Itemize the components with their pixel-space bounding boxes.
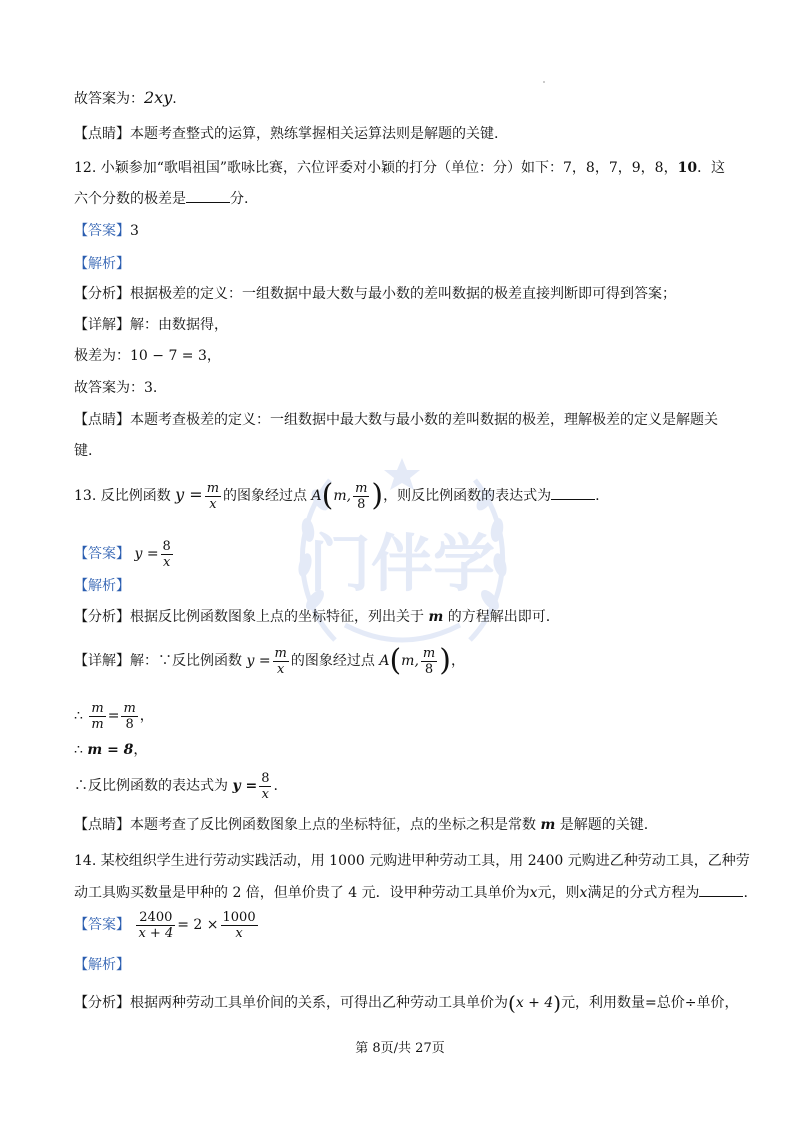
fenxi-text-end: 的方程解出即可. <box>447 609 551 625</box>
fraction-m-over-x <box>273 646 289 677</box>
answer-tag: 【答案】 <box>74 546 130 562</box>
fenxi-tag: 【分析】 <box>74 995 130 1011</box>
fraction-1000-over-x <box>221 910 258 941</box>
fraction-m-over-x <box>205 481 221 512</box>
question-14-line-1: 14. 某校组织学生进行劳动实践活动，用 1000 元购进甲种劳动工具，用 2400 元购进乙种劳动工具，乙种劳 <box>74 853 750 869</box>
watermark-text: 门伴学 <box>308 527 496 600</box>
expr-x-plus-4: x + 4 <box>515 995 554 1011</box>
denominator: x <box>205 496 221 512</box>
question-12-line-2 <box>74 188 726 209</box>
jiexi-tag: 【解析】 <box>74 256 130 272</box>
dianjing-text: 本题考查了反比例函数图象上点的坐标特征，点的坐标之积是常数 <box>130 817 536 833</box>
comma: ， <box>450 653 465 669</box>
q12-dianjing-2: 键. <box>74 443 93 459</box>
numerator: 1000 <box>222 909 256 925</box>
denominator: x <box>273 661 289 677</box>
answer-prefix: 故答案为： <box>74 91 144 107</box>
fraction-8-over-x <box>259 771 271 802</box>
xiangjie-text-mid: 的图象经过点 <box>290 653 375 669</box>
answer-tag: 【答案】 <box>74 917 130 933</box>
fenxi-text: 根据反比例函数图象上点的坐标特征，列出关于 <box>130 609 424 625</box>
xiangjie-text: 解：由数据得， <box>130 317 228 333</box>
fraction-m-over-m <box>89 701 105 732</box>
fraction-m-over-8 <box>353 481 369 512</box>
therefore-symbol: ∴ <box>74 708 83 724</box>
fenxi-tag: 【分析】 <box>74 609 130 625</box>
q14-text-mid: 元，则 <box>537 885 580 901</box>
equals: = <box>107 708 120 724</box>
q13-answer <box>74 537 726 571</box>
q12-text: 12. 小颖参加“歌唱祖国”歌咏比赛，六位评委对小颖的打分（单位：分）如下：7，8，7，9，8， <box>74 160 678 176</box>
dianjing-tag: 【点睛】 <box>74 412 130 428</box>
answer-line-2xy <box>74 88 726 109</box>
question-14-line-2 <box>74 882 748 903</box>
jiexi-tag: 【解析】 <box>74 957 130 973</box>
m-equals-8: m = 8 <box>87 742 134 758</box>
denominator: 8 <box>121 716 137 732</box>
numerator: m <box>274 645 287 661</box>
final-prefix: ∴反比例函数的表达式为 <box>74 778 228 794</box>
var-x: x <box>579 885 588 901</box>
denominator: x <box>221 925 258 941</box>
point-A: A <box>311 488 322 504</box>
left-paren: ( <box>321 478 334 513</box>
q14-fenxi <box>74 988 739 1018</box>
numerator: m <box>355 480 368 496</box>
q14-answer <box>74 906 726 944</box>
q12-score-10: 10 <box>677 160 698 176</box>
answer-tag: 【答案】 <box>74 223 130 239</box>
point-A: A <box>379 653 390 669</box>
jiexi-tag: 【解析】 <box>74 578 130 594</box>
comma: ， <box>206 348 221 364</box>
fenxi-text: 根据极差的定义：一组数据中最大数与最小数的差叫数据的极差直接判断即可得到答案； <box>130 286 676 302</box>
var-x: x <box>529 885 538 901</box>
fraction-8-over-x <box>161 539 173 570</box>
q12-fenxi <box>74 284 726 304</box>
q12-dianjing-1 <box>74 410 726 430</box>
y-equals: y = <box>246 653 271 669</box>
question-12-line-1 <box>74 158 726 178</box>
q13-text-mid: 的图象经过点 <box>223 488 308 504</box>
period: . <box>595 488 600 504</box>
numerator: m <box>206 480 220 496</box>
denominator: 8 <box>421 661 437 677</box>
q13-step-3 <box>74 768 726 804</box>
right-paren: ) <box>371 478 384 513</box>
q12-unit: 分. <box>230 191 249 207</box>
q13-fenxi <box>74 607 726 627</box>
coord-m: m, <box>401 653 419 669</box>
answer-blank <box>699 882 743 897</box>
y-equals: y = <box>232 778 258 794</box>
coord-m: m, <box>333 488 352 504</box>
xiangjie-tag: 【详解】 <box>74 317 130 333</box>
denominator: 8 <box>353 496 369 512</box>
q14-text-end: 满足的分式方程为 <box>587 885 700 901</box>
numerator: 2400 <box>139 909 173 925</box>
answer-2xy: 2xy <box>144 88 173 107</box>
denominator: x <box>161 554 173 570</box>
xiangjie-text: 解：∵反比例函数 <box>130 653 242 669</box>
denominator: x + 4 <box>138 925 174 941</box>
left-paren: ( <box>389 643 402 678</box>
right-paren: ) <box>439 643 451 678</box>
answer-blank <box>551 485 595 500</box>
range-prefix: 极差为： <box>74 348 130 364</box>
answer-blank <box>186 188 230 203</box>
y-equals: y = <box>134 546 159 562</box>
denominator: m <box>91 716 104 732</box>
q13-xiangjie <box>74 643 726 679</box>
q12-text-end: ．这 <box>697 160 726 176</box>
q13-text: 13. 反比例函数 <box>74 488 171 504</box>
q12-answer-line: 故答案为：3. <box>74 380 158 396</box>
numerator: m <box>123 700 136 716</box>
var-m: m <box>428 609 444 625</box>
q13-text-end: ，则反比例函数的表达式为 <box>383 488 552 504</box>
dianjing-text-end: 是解题的关键. <box>559 817 649 833</box>
fenxi-tag: 【分析】 <box>74 286 130 302</box>
numerator: 8 <box>162 538 171 554</box>
xiangjie-tag: 【详解】 <box>74 653 130 669</box>
dianjing-tag: 【点睛】 <box>74 817 130 833</box>
therefore-symbol: ∴ <box>74 742 83 758</box>
period: . <box>172 91 177 107</box>
q14-text: 动工具购买数量是甲种的 2 倍，但单价贵了 4 元．设甲种劳动工具单价为 <box>74 885 530 901</box>
period: . <box>743 885 748 901</box>
fraction-2400-over-x-plus-4 <box>136 910 175 941</box>
period: . <box>273 778 278 794</box>
q13-dianjing <box>74 815 726 835</box>
numerator: 8 <box>261 770 270 786</box>
q12-xiangjie <box>74 315 726 335</box>
denominator: x <box>259 786 271 802</box>
comma: ， <box>133 742 148 758</box>
fenxi-text-end: 元，利用数量=总价÷单价， <box>561 995 739 1011</box>
q13-step-1 <box>74 699 726 733</box>
speck <box>543 81 545 83</box>
question-13 <box>74 477 726 514</box>
dianjing-text: 本题考查整式的运算，熟练掌握相关运算法则是解题的关键. <box>130 126 499 142</box>
right-paren: ) <box>553 991 562 1015</box>
fraction-m-over-8 <box>421 646 437 677</box>
dianjing-tag: 【点睛】 <box>74 126 130 142</box>
q13-step-2 <box>74 740 726 760</box>
q12-answer-value: 3 <box>130 223 139 239</box>
q12-answer <box>74 221 726 241</box>
dianjing-text: 本题考查极差的定义：一组数据中最大数与最小数的差叫数据的极差，理解极差的定义是解题关 <box>130 412 718 428</box>
equals-two-times: = 2 × <box>177 917 219 933</box>
numerator: m <box>91 700 104 716</box>
comma: ， <box>139 708 154 724</box>
fraction-m-over-8 <box>121 701 137 732</box>
dianjing-paragraph-11 <box>74 124 726 144</box>
q12-range-calc <box>74 346 726 366</box>
var-m: m <box>540 817 556 833</box>
y-equals: y = <box>175 485 203 504</box>
fenxi-text: 根据两种劳动工具单价间的关系，可得出乙种劳动工具单价为 <box>130 995 508 1011</box>
page-footer: 第 8页/共 27页 <box>355 1041 445 1056</box>
q12-text-2: 六个分数的极差是 <box>74 191 186 207</box>
left-paren: ( <box>508 991 516 1015</box>
range-expression: 10 − 7 = 3 <box>130 348 207 364</box>
numerator: m <box>422 645 436 661</box>
